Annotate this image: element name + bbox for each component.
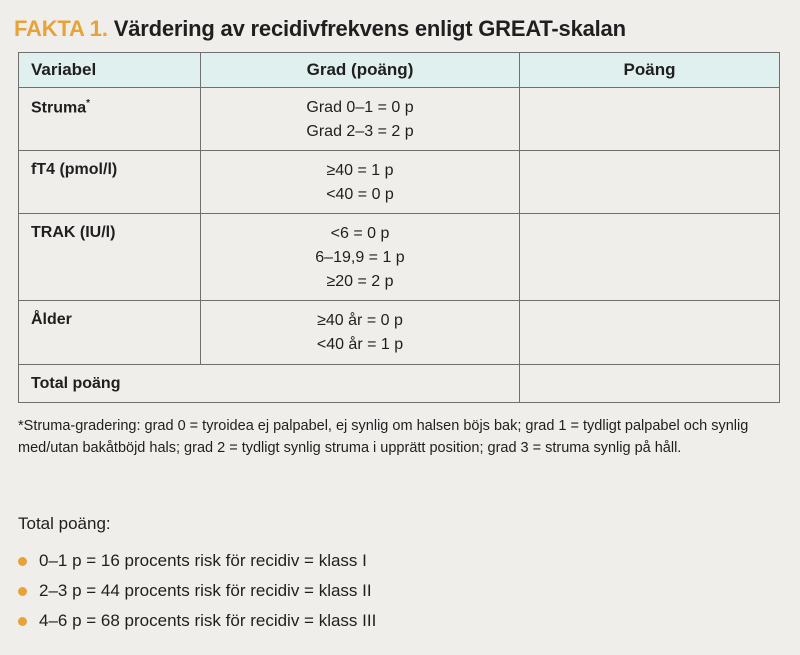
table-row-ft4 xyxy=(19,151,780,214)
points-cell xyxy=(520,151,780,214)
grade-line: ≥40 = 1 p xyxy=(326,162,394,179)
risk-item-text: 2–3 p = 44 procents risk för recidiv = klass II xyxy=(39,581,372,600)
table-row-struma xyxy=(19,88,780,151)
total-points-cell xyxy=(520,365,780,403)
points-cell xyxy=(520,214,780,301)
footnote-marker: * xyxy=(86,98,91,109)
grade-line: <40 år = 1 p xyxy=(316,336,404,353)
grade-cell xyxy=(201,88,520,151)
list-item xyxy=(18,546,376,576)
variable-cell xyxy=(19,88,201,151)
header-variabel: Variabel xyxy=(19,53,201,88)
grade-cell xyxy=(201,151,520,214)
variable-cell: fT4 (pmol/l) xyxy=(19,151,201,214)
grade-cell xyxy=(201,214,520,301)
header-poang: Poäng xyxy=(520,53,780,88)
variable-label: Struma xyxy=(31,99,87,117)
total-label: Total poäng xyxy=(19,365,520,403)
variable-cell: Ålder xyxy=(19,301,201,365)
grade-line: 6–19,9 = 1 p xyxy=(315,249,405,266)
points-cell xyxy=(520,88,780,151)
table-row-trak xyxy=(19,214,780,301)
list-item xyxy=(18,606,376,636)
table-header-row xyxy=(19,53,780,88)
fact-label: FAKTA 1. xyxy=(14,16,108,41)
bullet-icon xyxy=(18,587,27,596)
header-grad: Grad (poäng) xyxy=(201,53,520,88)
variable-cell: TRAK (IU/l) xyxy=(19,214,201,301)
title-text: Värdering av recidivfrekvens enligt GREAT-skalan xyxy=(113,16,626,41)
bullet-icon xyxy=(18,557,27,566)
page-title xyxy=(14,16,626,42)
grade-line: ≥40 år = 0 p xyxy=(317,312,403,329)
grade-line: <6 = 0 p xyxy=(330,225,390,242)
great-scale-table xyxy=(18,52,780,403)
footnote: *Struma-gradering: grad 0 = tyroidea ej palpabel, ej synlig om halsen böjs bak; grad 1 = tydligt palpabel och synlig med/utan bakåtböjd hals; grad 2 = tydligt synlig struma i upprätt position; grad 3 = struma synlig på håll. xyxy=(18,418,749,456)
grade-line: Grad 0–1 = 0 p xyxy=(306,99,414,116)
grade-cell xyxy=(201,301,520,365)
risk-item-text: 4–6 p = 68 procents risk för recidiv = klass III xyxy=(39,611,377,630)
grade-line: Grad 2–3 = 2 p xyxy=(306,123,414,140)
table-row-alder xyxy=(19,301,780,365)
risk-item-text: 0–1 p = 16 procents risk för recidiv = klass I xyxy=(39,551,367,570)
table-row-total xyxy=(19,365,780,403)
points-cell xyxy=(520,301,780,365)
grade-line: <40 = 0 p xyxy=(326,186,394,203)
bullet-icon xyxy=(18,617,27,626)
list-item xyxy=(18,576,376,606)
risk-list xyxy=(18,546,376,636)
risk-heading: Total poäng: xyxy=(18,514,111,533)
grade-line: ≥20 = 2 p xyxy=(326,273,394,290)
